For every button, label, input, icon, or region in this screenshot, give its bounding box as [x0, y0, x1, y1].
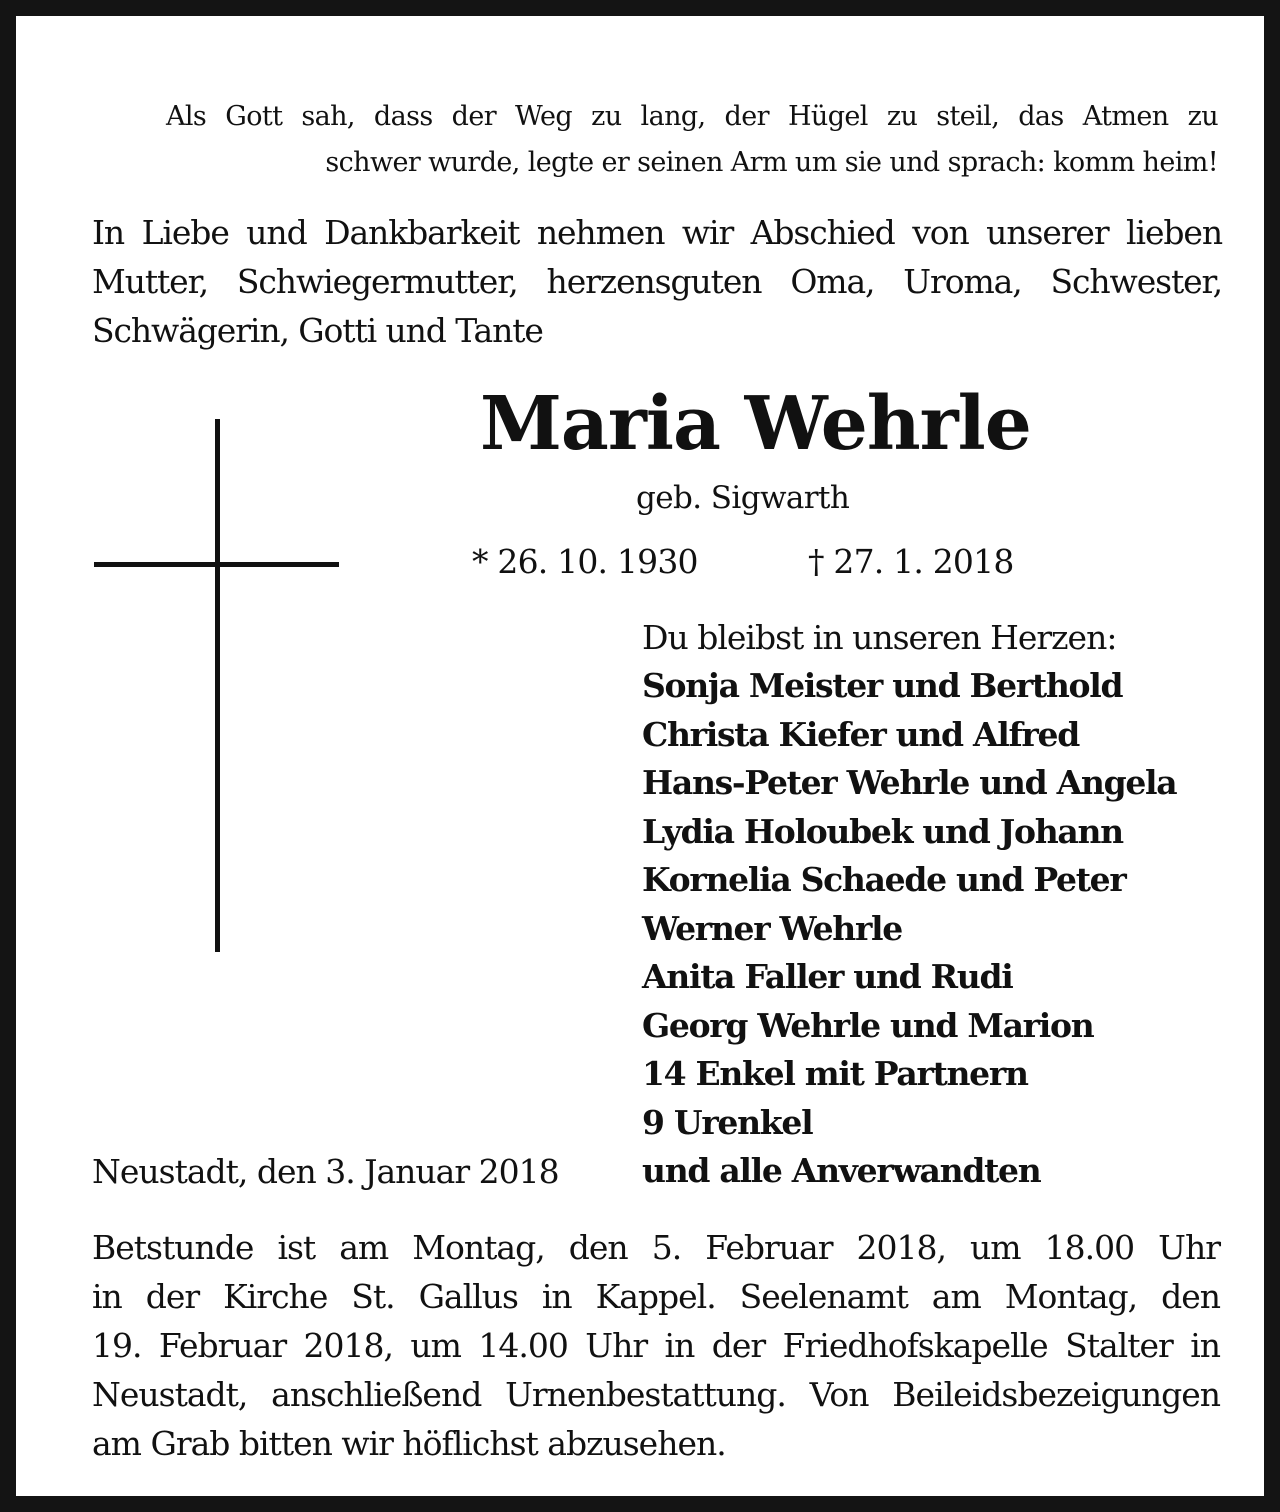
- mourner-item: Sonja Meister und Berthold: [642, 666, 1123, 705]
- service-line: 19. Februar 2018, um 14.00 Uhr in der Friedhofskapelle Stalter in: [92, 1326, 1220, 1365]
- cross-icon-vertical: [215, 419, 220, 952]
- service-details: [92, 1223, 1220, 1468]
- mourner-item: 9 Urenkel: [642, 1102, 813, 1142]
- intro-line: Schwägerin, Gotti und Tante: [92, 311, 543, 350]
- intro-line: Mutter, Schwiegermutter, herzensguten Oma, Uroma, Schwester,: [92, 262, 1222, 301]
- motto-line: Als Gott sah, dass der Weg zu lang, der Hügel zu steil, das Atmen zu: [166, 101, 1218, 132]
- intro-text: [92, 208, 1222, 355]
- motto-quote: [166, 94, 1218, 186]
- mourner-item: Christa Kiefer und Alfred: [642, 714, 1079, 754]
- mourner-item: Hans-Peter Wehrle und Angela: [642, 763, 1177, 802]
- mourner-item: und alle Anverwandten: [642, 1151, 1041, 1190]
- mourners-list: [642, 662, 1176, 1196]
- motto-line: schwer wurde, legte er seinen Arm um sie und sprach: komm heim!: [325, 147, 1218, 178]
- mourners-heading: Du bleibst in unseren Herzen:: [642, 618, 1117, 657]
- mourner-item: Werner Wehrle: [642, 908, 902, 948]
- mourner-item: 14 Enkel mit Partnern: [642, 1054, 1028, 1093]
- mourner-item: Anita Faller und Rudi: [642, 957, 1013, 996]
- service-line: in der Kirche St. Gallus in Kappel. Seelenamt am Montag, den: [92, 1277, 1220, 1316]
- place-date: Neustadt, den 3. Januar 2018: [92, 1152, 559, 1191]
- death-date: † 27. 1. 2018: [808, 542, 1014, 581]
- mourner-item: Kornelia Schaede und Peter: [642, 860, 1126, 899]
- intro-line: In Liebe und Dankbarkeit nehmen wir Abschied von unserer lieben: [92, 213, 1222, 252]
- maiden-name: geb. Sigwarth: [636, 480, 850, 516]
- cross-icon-horizontal: [94, 562, 339, 567]
- mourner-item: Georg Wehrle und Marion: [642, 1005, 1094, 1045]
- service-line: Neustadt, anschließend Urnenbestattung. Von Beileidsbezeigungen: [92, 1375, 1220, 1414]
- mourner-item: Lydia Holoubek und Johann: [642, 811, 1123, 851]
- deceased-name: Maria Wehrle: [480, 381, 1031, 467]
- birth-date: * 26. 10. 1930: [472, 542, 698, 581]
- service-line: am Grab bitten wir höflichst abzusehen.: [92, 1424, 726, 1463]
- service-line: Betstunde ist am Montag, den 5. Februar 2018, um 18.00 Uhr: [92, 1228, 1220, 1267]
